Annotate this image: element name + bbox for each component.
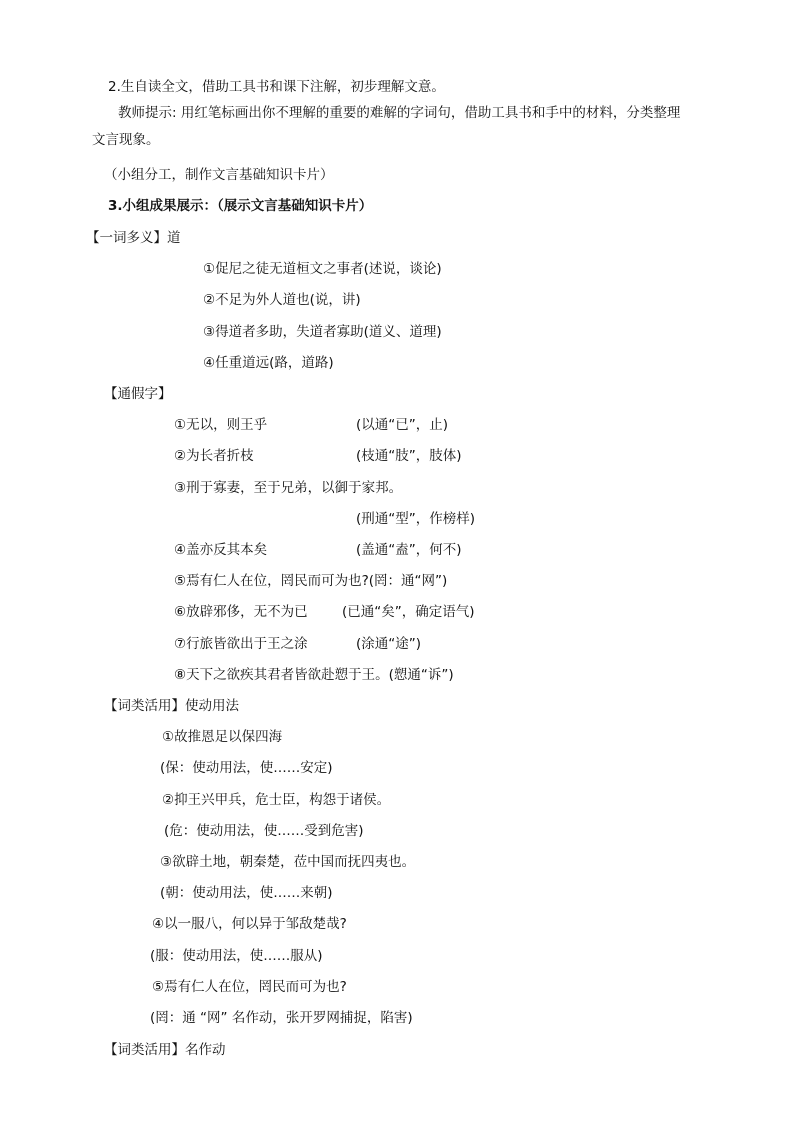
tongjiazi-item-1-text: ①无以，则王乎: [174, 417, 268, 433]
task-3-heading: 3.小组成果展示：（展示文言基础知识卡片）: [108, 198, 373, 214]
tongjiazi-item-8-text: ⑧天下之欲疾其君者皆欲赴愬于王。(愬通“诉”): [174, 667, 454, 683]
polysemy-item-3: ③得道者多助，失道者寡助(道义、道理): [203, 324, 442, 340]
tongjiazi-heading: 【通假字】: [104, 386, 172, 402]
causative-heading: 【词类活用】使动用法: [104, 698, 239, 714]
polysemy-item-1: ①促尼之徒无道桓文之事者(述说，谈论): [203, 261, 442, 277]
causative-item-4-text: ④以一服八，何以异于邹敌楚哉?: [152, 916, 347, 932]
polysemy-item-4: ④任重道远(路，道路): [203, 355, 334, 371]
causative-item-1-text: ①故推恩足以保四海: [162, 729, 283, 745]
tongjiazi-item-3-text: ③刑于寡妻，至于兄弟，以御于家邦。: [174, 480, 403, 496]
causative-item-1-note: (保：使动用法，使……安定): [160, 760, 333, 776]
polysemy-heading: 【一词多义】道: [86, 230, 181, 246]
causative-item-2-note: (危：使动用法，使……受到危害): [164, 823, 364, 839]
tongjiazi-item-6-note: (已通“矣”，确定语气): [342, 604, 475, 620]
causative-item-3-text: ③欲辟土地，朝秦楚，莅中国而抚四夷也。: [160, 854, 416, 870]
causative-item-5-text: ⑤焉有仁人在位，罔民而可为也?: [152, 979, 347, 995]
causative-item-5-note: (罔：通 “网” 名作动，张开罗网捕捉，陷害): [150, 1010, 413, 1026]
tongjiazi-item-2-note: (枝通“肢”，肢体): [356, 448, 462, 464]
group-note: （小组分工，制作文言基础知识卡片）: [104, 167, 334, 183]
tongjiazi-item-2-text: ②为长者折枝: [174, 448, 254, 464]
tongjiazi-item-4-note: (盖通“盍”，何不): [356, 542, 462, 558]
tongjiazi-item-6-text: ⑥放辟邪侈，无不为已: [174, 604, 308, 620]
noun-as-verb-heading: 【词类活用】名作动: [104, 1042, 226, 1058]
tongjiazi-item-5-text: ⑤焉有仁人在位，罔民而可为也?(罔：通“网”): [174, 573, 448, 589]
tongjiazi-item-7-note: (涂通“途”): [356, 636, 422, 652]
task-2-instruction: 2.生自读全文，借助工具书和课下注解，初步理解文意。: [108, 79, 445, 95]
causative-item-2-text: ②抑王兴甲兵，危士臣，构怨于诸侯。: [162, 792, 391, 808]
causative-item-3-note: (朝：使动用法，使……来朝): [160, 885, 333, 901]
causative-item-4-note: (服：使动用法，使……服从): [150, 948, 323, 964]
tongjiazi-item-1-note: (以通“已”，止): [356, 417, 449, 433]
tongjiazi-item-3-note: (刑通“型”，作榜样): [356, 511, 476, 527]
teacher-tip-line-1: 教师提示: 用红笔标画出你不理解的重要的难解的字词句，借助工具书和手中的材料，分类整理: [118, 105, 681, 121]
tongjiazi-item-4-text: ④盖亦反其本矣: [174, 542, 268, 558]
tongjiazi-item-7-text: ⑦行旅皆欲出于王之涂: [174, 636, 308, 652]
teacher-tip-line-2: 文言现象。: [92, 132, 160, 148]
polysemy-item-2: ②不足为外人道也(说，讲): [203, 292, 361, 308]
